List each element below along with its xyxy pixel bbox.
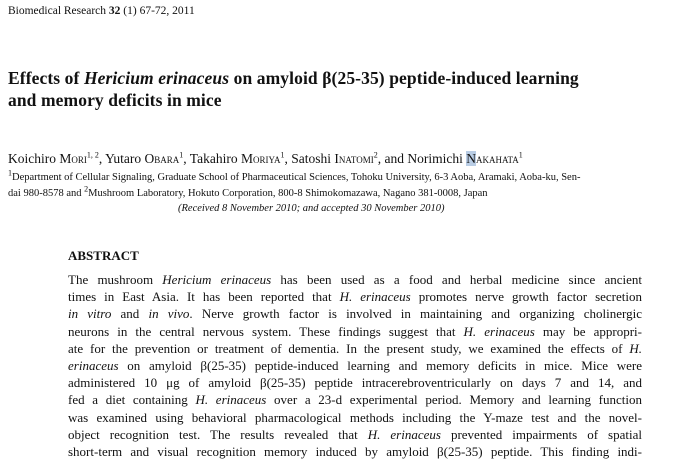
abstract-body [68, 271, 642, 460]
abstract-line: neurons in the central nervous system. These findings suggest that H. erinaceus may be appropri- [68, 323, 642, 339]
author-affiliation-mark: 1, 2 [86, 150, 99, 160]
author-name: Norimichi Nakahata$^1$ [407, 150, 523, 166]
affiliation-text: dai 980-8578 and [8, 188, 85, 199]
author-list [8, 151, 523, 167]
abstract-line: object recognition test. The results revealed that H. erinaceus prevented impairments of spatial [68, 426, 642, 442]
journal-citation [8, 5, 195, 17]
abstract-heading: ABSTRACT [68, 248, 139, 263]
affiliation-text: Department of Cellular Signaling, Graduate School of Pharmaceutical Sciences, Tohoku University, 6-3 Aoba, Aramaki, Aoba-ku, Sen- [12, 172, 581, 183]
journal-issue-pages: (1) 67-72, 2011 [123, 5, 195, 17]
author-affiliation-mark: 1 [179, 150, 184, 160]
received-dates: (Received 8 November 2010; and accepted 30 November 2010) [178, 203, 445, 214]
author-name: Takahiro Moriya$^1$, [189, 150, 292, 166]
affiliation-text: Mushroom Laboratory, Hokuto Corporation, 800-8 Shimokomazawa, Nagano 381-0008, Japan [88, 188, 488, 199]
abstract-line: erinaceus on amyloid β(25-35) peptide-induced learning and memory deficits in mice. Mice were [68, 358, 642, 374]
abstract-line: fed a diet containing H. erinaceus over a 23-d experimental period. Memory and learning function [68, 392, 642, 408]
title-text: on amyloid β(25-35) peptide-induced learning [229, 68, 579, 88]
abstract-line: ate for the prevention or treatment of dementia. In the present study, we examined the effects of H. [68, 340, 642, 356]
abstract-line: in vitro and in vivo. Nerve growth factor is involved in maintaining and organizing cholinergic [68, 306, 642, 322]
abstract-line: was examined using behavioral pharmacological methods including the Y-maze test and the novel- [68, 409, 642, 425]
author-affiliation-mark: 1 [518, 150, 523, 160]
title-text: Effects of [8, 68, 84, 88]
abstract-line: short-term and visual recognition memory induced by amyloid β(25-35) peptide. This finding indi- [68, 444, 642, 460]
affiliation-line-1 [8, 168, 581, 183]
affiliation-number: 1 [8, 168, 12, 178]
abstract-line: administered 10 μg of amyloid β(25-35) peptide intracerebroventricularly on days 7 and 14, and [68, 375, 642, 391]
journal-name: Biomedical Research [8, 5, 107, 17]
affiliation-line-2 [8, 184, 488, 199]
article-title-line-2: and memory deficits in mice [8, 90, 222, 110]
author-affiliation-mark: 1 [280, 150, 285, 160]
author-name: Koichiro Mori$^{1, 2}$, [8, 150, 106, 166]
author-name: Satoshi Inatomi$^2$, and [291, 150, 408, 166]
author-name: Yutaro Obara$^1$, [105, 150, 190, 166]
abstract-line: times in East Asia. It has been reported that H. erinaceus promotes nerve growth factor secretion [68, 289, 642, 305]
title-species: Hericium erinaceus [83, 68, 230, 88]
journal-volume: 32 [108, 5, 121, 17]
article-title-line-1 [8, 68, 579, 89]
affiliation-number: 2 [84, 184, 89, 194]
author-affiliation-mark: 2 [373, 150, 378, 160]
abstract-line: The mushroom Hericium erinaceus has been used as a food and herbal medicine since ancient [68, 272, 642, 287]
